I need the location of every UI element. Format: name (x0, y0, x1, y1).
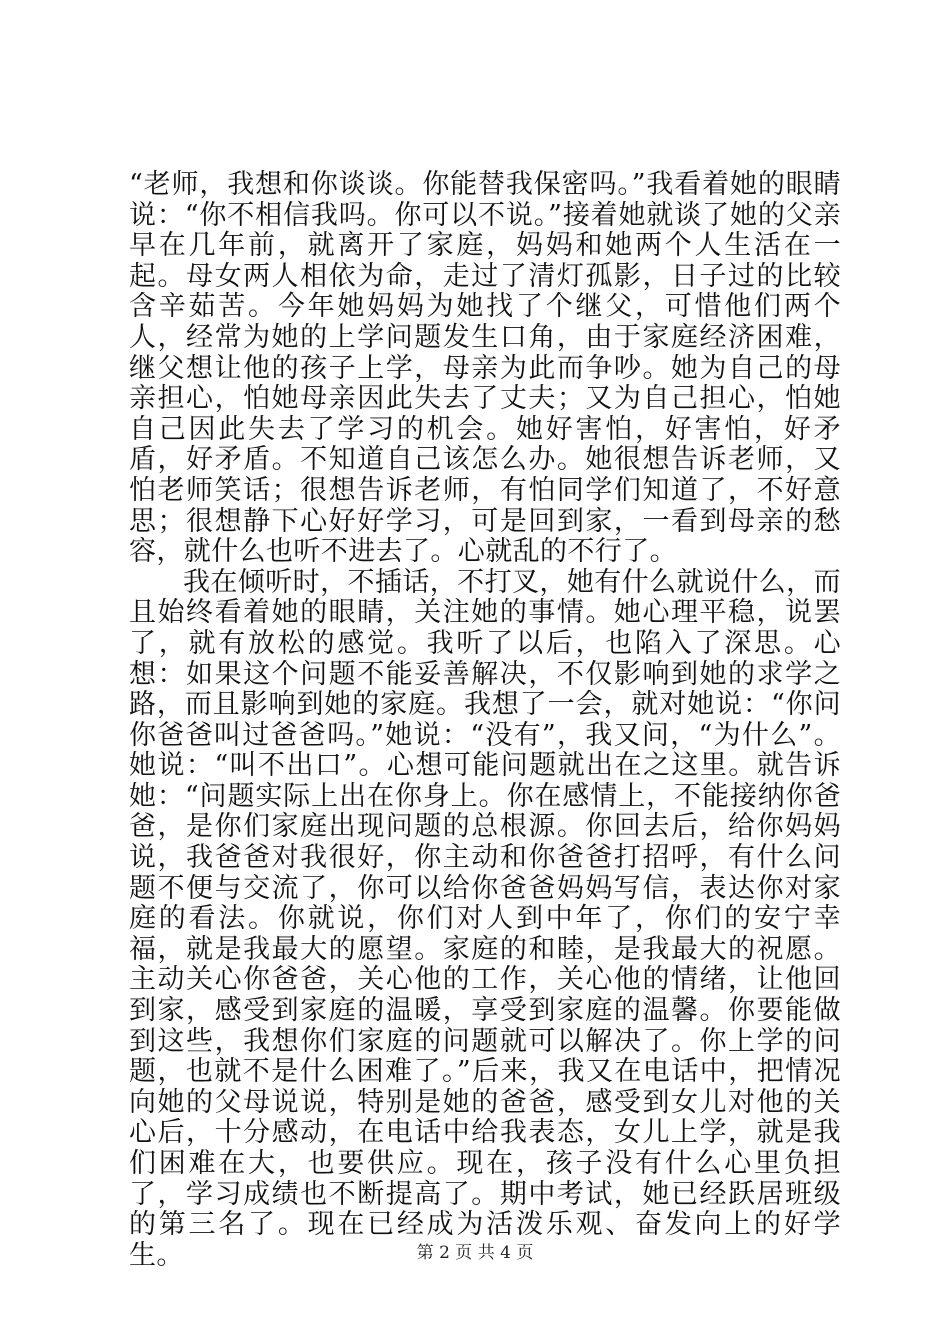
document-body (129, 170, 841, 1271)
paragraph-2: 我在倾听时，不插话，不打叉，她有什么就说什么，而且始终看着她的眼睛，关注她的事情。她心理平稳，说罢了，就有放松的感觉。我听了以后，也陷入了深思。心想：如果这个问题不能妥善解决，不仅影响到她的求学之路，而且影响到她的家庭。我想了一会，就对她说：“你问你爸爸叫过爸爸吗。”她说：“没有”，我又问，“为什么”。她说：“叫不出口”。心想可能问题就出在之这里。就告诉她：“问题实际上出在你身上。你在感情上，不能接纳你爸爸，是你们家庭出现问题的总根源。你回去后，给你妈妈说，我爸爸对我很好，你主动和你爸爸打招呼，有什么问题不便与交流了，你可以给你爸爸妈妈写信，表达你对家庭的看法。你就说，你们对人到中年了，你们的安宁幸福，就是我最大的愿望。家庭的和睦，是我最大的祝愿。主动关心你爸爸，关心他的工作，关心他的情绪，让他回到家，感受到家庭的温暖，享受到家庭的温馨。你要能做到这些，我想你们家庭的问题就可以解决了。你上学的问题，也就不是什么困难了。”后来，我又在电话中，把情况向她的父母说说，特别是她的爸爸，感受到女儿对他的关心后，十分感动，在电话中给我表态，女儿上学，就是我们困难在大，也要供应。现在，孩子没有什么心里负担了，学习成绩也不断提高了。期中考试，她已经跃居班级的第三名了。现在已经成为活泼乐观、奋发向上的好学生。 (129, 566, 841, 1271)
page-number-footer: 第 2 页 共 4 页 (416, 1243, 534, 1263)
paragraph-1: “老师，我想和你谈谈。你能替我保密吗。”我看着她的眼睛说：“你不相信我吗。你可以不说。”接着她就谈了她的父亲早在几年前，就离开了家庭，妈妈和她两个人生活在一起。母女两人相依为命，走过了清灯孤影，日子过的比较含辛茹苦。今年她妈妈为她找了个继父，可惜他们两个人，经常为她的上学问题发生口角，由于家庭经济困难，继父想让他的孩子上学，母亲为此而争吵。她为自己的母亲担心，怕她母亲因此失去了丈夫；又为自己担心，怕她自己因此失去了学习的机会。她好害怕，好害怕，好矛盾，好矛盾。不知道自己该怎么办。她很想告诉老师，又怕老师笑话；很想告诉老师，有怕同学们知道了，不好意思；很想静下心好好学习，可是回到家，一看到母亲的愁容，就什么也听不进去了。心就乱的不行了。 (129, 169, 841, 568)
